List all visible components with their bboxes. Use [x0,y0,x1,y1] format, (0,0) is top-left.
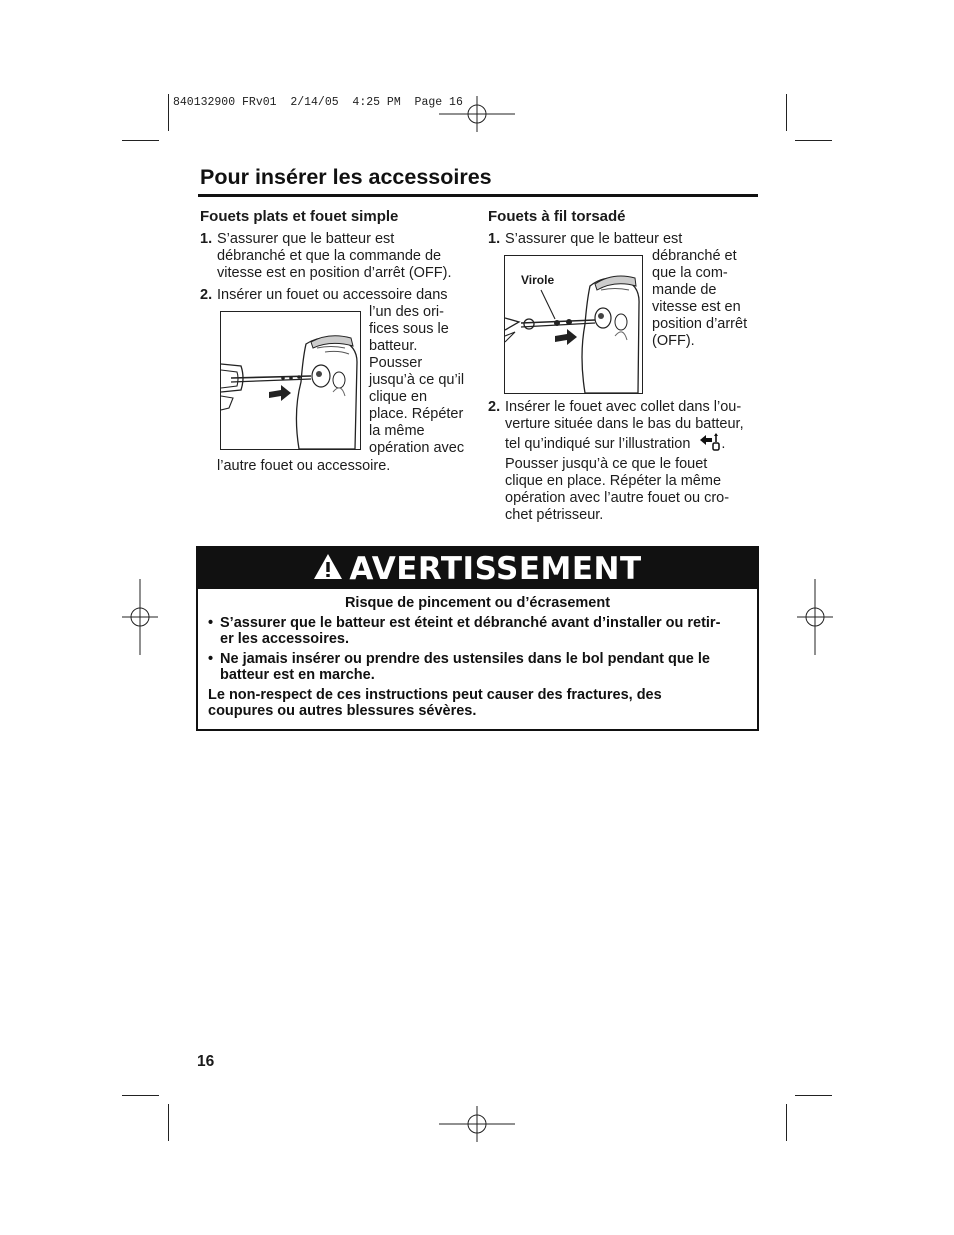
warning-subtitle: Risque de pincement ou d’écrasement [344,595,611,611]
crop-mark [786,1104,787,1141]
warning-triangle-icon [313,553,343,585]
crop-mark [786,94,787,131]
bullet-dot: • [208,651,214,667]
left-column-heading: Fouets plats et fouet simple [200,208,399,225]
warning-bullet-2: • Ne jamais insérer ou prendre des ustensiles dans le bol pendant que le batteur est en marche. [208,651,710,683]
mixer-drawing [221,312,360,449]
step-number: 2. [488,399,501,415]
title-rule [198,194,758,197]
right-step-2 [488,399,758,521]
warning-box [196,546,759,731]
illustration-label-virole: Virole [521,273,555,287]
insert-arrow-icon [699,433,721,456]
warning-header [198,548,757,589]
illustration-twisted-whisk [504,255,643,394]
left-step-1 [200,231,475,283]
bullet-dot: • [208,615,214,631]
warning-closing: Le non-respect de ces instructions peut causer des fractures, des coupures ou autres blessures sévères. [208,687,662,719]
right-column-heading: Fouets à fil torsadé [488,208,626,225]
step-text: S’assurer que le batteur est débranché et que la commande de vitesse est en position d’arrêt (OFF). [217,231,452,281]
warning-word: AVERTISSEMENT [349,550,642,587]
warning-bullet-1: • S’assurer que le batteur est éteint et débranché avant d’installer ou retir- er les accessoires. [208,615,721,647]
crop-mark [122,1095,159,1096]
step-number: 2. [200,287,213,303]
registration-mark-right [795,577,835,657]
page-number: 16 [197,1053,215,1070]
registration-mark-bottom [437,1104,517,1144]
step-text: Insérer un fouet ou accessoire dans [217,287,448,303]
step-wrap-text: débranché et que la com- mande de vitesse est en position d’arrêt (OFF). [652,248,748,349]
print-slug: 840132900 FRv01 2/14/05 4:25 PM Page 16 [173,96,463,109]
step-text: Insérer le fouet avec collet dans l’ou- verture située dans le bas du batteur, tel qu’indiqué sur l’illustration . Pousser jusqu’à ce que le fouet clique en place. Répéter la même opération avec l’autre fouet ou cro- chet pétrisseur. [505,399,744,523]
crop-mark [795,140,832,141]
step-wrap-text: l’un des ori- fices sous le batteur. Pousser jusqu’à ce qu’il clique en place. Répéter la même opération avec [369,304,465,456]
step-number: 1. [200,231,213,247]
step-number: 1. [488,231,501,247]
crop-mark [122,140,159,141]
registration-mark-left [120,577,160,657]
page-title: Pour insérer les accessoires [200,165,492,189]
crop-mark [795,1095,832,1096]
crop-mark [168,94,169,131]
crop-mark [168,1104,169,1141]
illustration-beater-insert [220,311,361,450]
step-text: S’assurer que le batteur est [505,231,683,247]
step-text-end: l’autre fouet ou accessoire. [217,458,391,474]
